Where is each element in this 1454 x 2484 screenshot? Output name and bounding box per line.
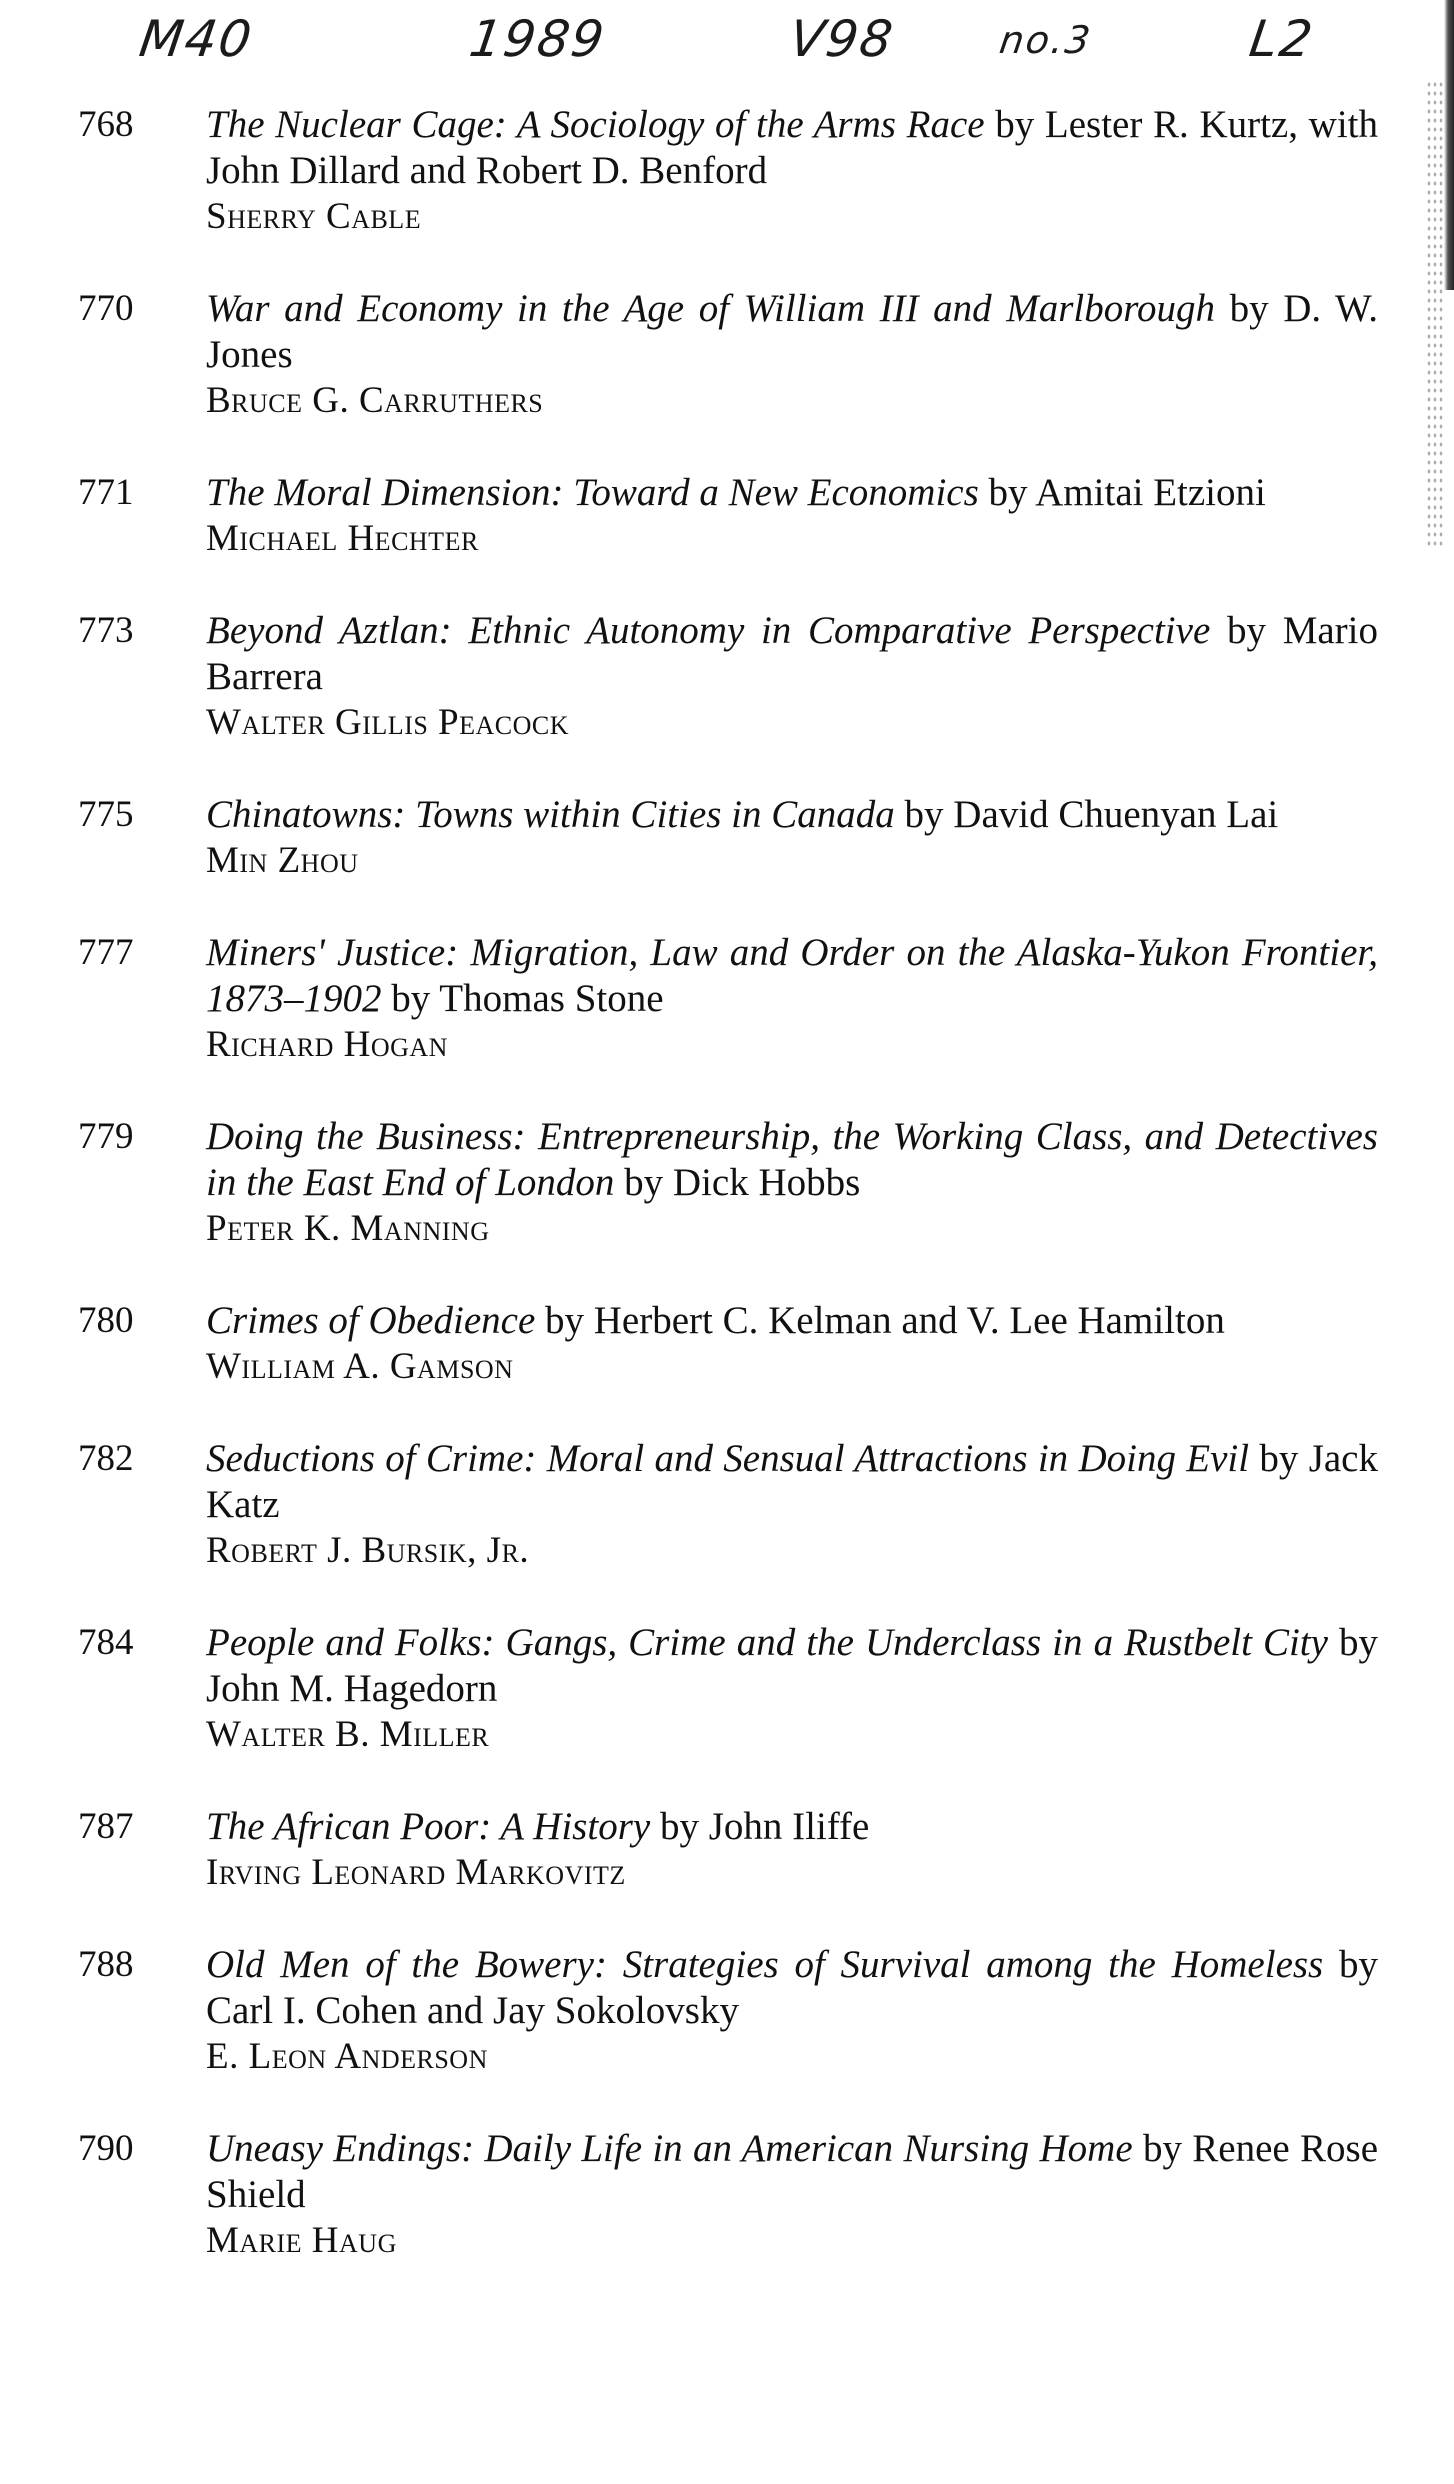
entry-body bbox=[206, 286, 1378, 424]
book-author: by Jack Katz bbox=[206, 1437, 1378, 1526]
entry-body bbox=[206, 1804, 1378, 1896]
book-author: by Amitai Etzioni bbox=[988, 471, 1266, 514]
review-entry bbox=[78, 470, 1378, 562]
reviewer-name: Peter K. Manning bbox=[206, 1208, 490, 1249]
page-number: 775 bbox=[78, 794, 134, 835]
book-author: by Lester R. Kurtz, with John Dillard and Robert D. Benford bbox=[206, 103, 1378, 192]
page-number: 770 bbox=[78, 288, 134, 329]
book-author: by Carl I. Cohen and Jay Sokolovsky bbox=[206, 1943, 1378, 2032]
entry-body bbox=[206, 1620, 1378, 1758]
reviewer-name: Walter B. Miller bbox=[206, 1714, 490, 1755]
reviewer-name: Min Zhou bbox=[206, 840, 359, 881]
book-citation bbox=[206, 1804, 1378, 1850]
page-number: 782 bbox=[78, 1438, 134, 1479]
book-title: Beyond Aztlan: Ethnic Autonomy in Comparative Perspective bbox=[206, 609, 1211, 652]
book-title: Miners' Justice: Migration, Law and Order on the Alaska-Yukon Frontier, 1873–1902 bbox=[206, 931, 1378, 1020]
entry-body bbox=[206, 1942, 1378, 2080]
scan-edge-specks bbox=[1426, 80, 1444, 550]
book-citation bbox=[206, 1942, 1378, 2034]
entry-body bbox=[206, 102, 1378, 240]
page-number: 784 bbox=[78, 1622, 134, 1663]
reviewer-name: Michael Hechter bbox=[206, 518, 479, 559]
review-entry bbox=[78, 930, 1378, 1068]
book-author: by John M. Hagedorn bbox=[206, 1621, 1379, 1710]
book-title: Chinatowns: Towns within Cities in Canada bbox=[206, 793, 895, 836]
review-entry bbox=[78, 1620, 1378, 1758]
entry-body bbox=[206, 930, 1378, 1068]
reviewer-name: Richard Hogan bbox=[206, 1024, 448, 1065]
book-title: Crimes of Obedience bbox=[206, 1299, 536, 1342]
handwritten-note: L2 bbox=[1245, 10, 1318, 68]
book-author: by Thomas Stone bbox=[391, 977, 664, 1020]
reviewer-name: Walter Gillis Peacock bbox=[206, 702, 570, 743]
book-author: by Dick Hobbs bbox=[624, 1161, 861, 1204]
book-title: People and Folks: Gangs, Crime and the Underclass in a Rustbelt City bbox=[206, 1621, 1328, 1664]
book-citation bbox=[206, 792, 1378, 838]
handwritten-call-number bbox=[0, 10, 1454, 90]
review-entry bbox=[78, 1298, 1378, 1390]
review-entry bbox=[78, 102, 1378, 240]
review-entry bbox=[78, 1804, 1378, 1896]
book-title: Old Men of the Bowery: Strategies of Survival among the Homeless bbox=[206, 1943, 1324, 1986]
book-citation bbox=[206, 1620, 1378, 1712]
page-number: 787 bbox=[78, 1806, 134, 1847]
page-number: 768 bbox=[78, 104, 134, 145]
entry-body bbox=[206, 2126, 1378, 2264]
book-citation bbox=[206, 102, 1378, 194]
reviewer-name: Bruce G. Carruthers bbox=[206, 380, 544, 421]
entry-body bbox=[206, 1436, 1378, 1574]
book-author: by D. W. Jones bbox=[206, 287, 1378, 376]
book-author: by Renee Rose Shield bbox=[206, 2127, 1379, 2216]
book-author: by Herbert C. Kelman and V. Lee Hamilton bbox=[545, 1299, 1225, 1342]
book-citation bbox=[206, 286, 1378, 378]
entry-body bbox=[206, 470, 1378, 562]
book-title: The Moral Dimension: Toward a New Economics bbox=[206, 471, 979, 514]
reviewer-name: Marie Haug bbox=[206, 2220, 397, 2261]
review-entry bbox=[78, 2126, 1378, 2264]
book-citation bbox=[206, 2126, 1378, 2218]
reviewer-name: William A. Gamson bbox=[206, 1346, 514, 1387]
page-number: 771 bbox=[78, 472, 134, 513]
entry-body bbox=[206, 1114, 1378, 1252]
book-citation bbox=[206, 1298, 1378, 1344]
page-number: 780 bbox=[78, 1300, 134, 1341]
handwritten-note: M40 bbox=[135, 10, 257, 68]
entry-body bbox=[206, 1298, 1378, 1390]
book-author: by David Chuenyan Lai bbox=[904, 793, 1279, 836]
book-author: by John Iliffe bbox=[659, 1805, 870, 1848]
book-citation bbox=[206, 470, 1378, 516]
handwritten-note: 1989 bbox=[465, 10, 610, 68]
book-citation bbox=[206, 1114, 1378, 1206]
page-number: 773 bbox=[78, 610, 134, 651]
book-citation bbox=[206, 608, 1378, 700]
reviewer-name: E. Leon Anderson bbox=[206, 2036, 488, 2077]
book-citation bbox=[206, 930, 1378, 1022]
book-title: Uneasy Endings: Daily Life in an American Nursing Home bbox=[206, 2127, 1133, 2170]
handwritten-note: no.3 bbox=[996, 18, 1095, 62]
entry-body bbox=[206, 792, 1378, 884]
review-list bbox=[78, 102, 1378, 2310]
reviewer-name: Sherry Cable bbox=[206, 196, 422, 237]
book-title: War and Economy in the Age of William III and Marlborough bbox=[206, 287, 1215, 330]
review-entry bbox=[78, 1114, 1378, 1252]
page-number: 788 bbox=[78, 1944, 134, 1985]
handwritten-note: V98 bbox=[785, 10, 898, 68]
book-title: Seductions of Crime: Moral and Sensual Attractions in Doing Evil bbox=[206, 1437, 1250, 1480]
review-entry bbox=[78, 792, 1378, 884]
review-entry bbox=[78, 1942, 1378, 2080]
review-entry bbox=[78, 1436, 1378, 1574]
book-citation bbox=[206, 1436, 1378, 1528]
page-number: 779 bbox=[78, 1116, 134, 1157]
review-entry bbox=[78, 608, 1378, 746]
reviewer-name: Robert J. Bursik, Jr. bbox=[206, 1530, 530, 1571]
book-author: by Mario Barrera bbox=[206, 609, 1379, 698]
page-number: 777 bbox=[78, 932, 134, 973]
reviewer-name: Irving Leonard Markovitz bbox=[206, 1852, 626, 1893]
entry-body bbox=[206, 608, 1378, 746]
book-title: Doing the Business: Entrepreneurship, the Working Class, and Detectives in the East End of London bbox=[206, 1115, 1378, 1204]
review-entry bbox=[78, 286, 1378, 424]
book-title: The Nuclear Cage: A Sociology of the Arms Race bbox=[206, 103, 985, 146]
page-number: 790 bbox=[78, 2128, 134, 2169]
book-title: The African Poor: A History bbox=[206, 1805, 651, 1848]
